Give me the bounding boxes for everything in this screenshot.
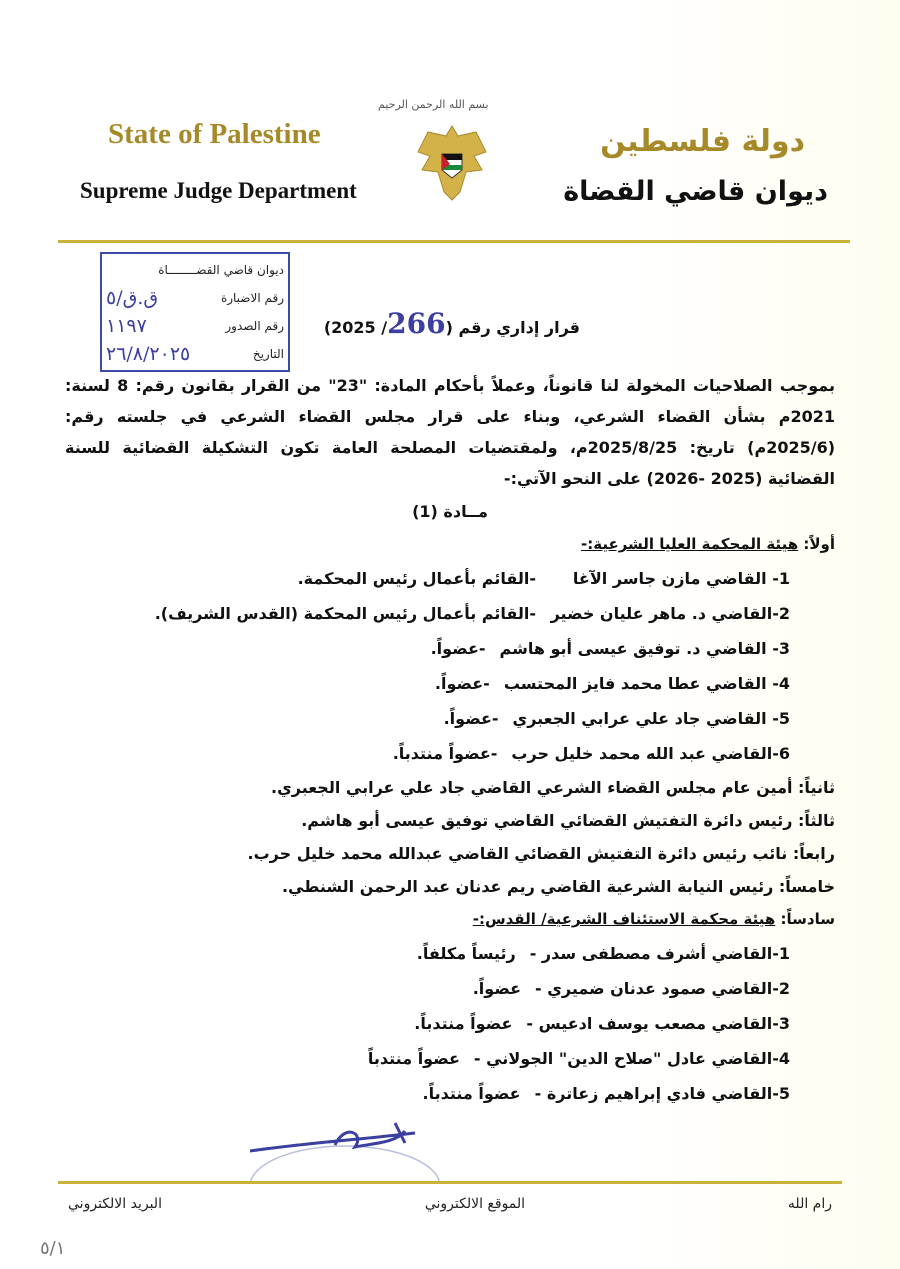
signature-and-seal <box>245 1111 485 1181</box>
judge-name: 2-القاضي صمود عدنان ضميري - <box>535 979 790 998</box>
section-title: هيئة محكمة الاستئناف الشرعية/ القدس:- <box>472 910 776 928</box>
list-item <box>65 936 790 971</box>
footer <box>65 1184 835 1224</box>
judge-role: رئيساً مكلفاً. <box>416 944 516 963</box>
judge-role: -عضواً. <box>430 639 486 658</box>
stamp-file-label: رقم الاضبارة <box>220 291 284 305</box>
footer-website: الموقع الالكتروني <box>424 1196 526 1212</box>
judge-name: 6-القاضي عبد الله محمد خليل حرب <box>511 744 790 763</box>
preamble: بموجب الصلاحيات المخولة لنا قانوناً، وعملاً بأحكام المادة: "23" من القرار بقانون رقم: 8 لسنة: 2021م بشأن القضاء الشرعي، وبناء على قرار مجلس القضاء الشرعي في جلسته رقم: (2025/6م) تاريخ: 2025/8/25م، ولمقتضيات المصلحة العامة تكون التشكيلة القضائية للسنة القضائية (2025 -2026) على النحو الآتي:- <box>65 376 836 488</box>
stamp-issue-label: رقم الصدور <box>225 319 284 333</box>
arabic-subtitle: ديوان قاضي القضاة <box>563 176 828 207</box>
judge-name: 1- القاضي مازن جاسر الآغا <box>572 569 790 588</box>
decision-number <box>65 300 580 348</box>
judge-name: 5- القاضي جاد علي عرابي الجعبري <box>512 709 790 728</box>
section-first-heading <box>65 528 835 561</box>
article-heading: مــادة (1) <box>412 502 488 521</box>
judge-name: 3-القاضي مصعب يوسف ادعيس - <box>526 1014 790 1033</box>
page-number: ٥/١ <box>40 1238 66 1259</box>
list-item <box>65 1076 790 1111</box>
judge-name: 4-القاضي عادل "صلاح الدين" الجولاني - <box>473 1049 790 1068</box>
section-sixth-heading <box>65 903 835 936</box>
judge-name: 1-القاضي أشرف مصطفى سدر - <box>529 944 790 963</box>
signature-area <box>65 1111 835 1181</box>
stamp-date-value: ٢٦/٨/٢٠٢٥ <box>106 343 191 365</box>
list-item <box>65 666 790 701</box>
document-body <box>40 300 836 1269</box>
arabic-title: دولة فلسطين <box>600 124 805 159</box>
list-item <box>65 736 790 771</box>
judge-role: -عضواً. <box>443 709 499 728</box>
basmala: بسم الله الرحمن الرحيم <box>378 98 489 111</box>
section-prefix: سادساً: <box>780 910 835 928</box>
section-fifth: خامساً: رئيس النيابة الشرعية القاضي ريم عدنان عبد الرحمن الشنطي. <box>281 877 835 896</box>
footer-email: البريد الالكتروني <box>68 1196 162 1212</box>
list-item <box>65 1006 790 1041</box>
stamp-file-value: ق.ق/٥ <box>106 287 159 309</box>
judge-role: -القائم بأعمال رئيس المحكمة (القدس الشريف). <box>154 604 536 623</box>
footer-city: رام الله <box>787 1196 832 1212</box>
section-title: هيئة المحكمة العليا الشرعية:- <box>581 535 799 553</box>
stamp-org-row <box>102 256 288 284</box>
english-subtitle: Supreme Judge Department <box>80 178 357 203</box>
judge-role: عضواً منتدباً <box>367 1049 460 1068</box>
header-divider <box>58 240 850 243</box>
decision-number-value: 266 <box>387 307 446 340</box>
judge-role: -القائم بأعمال رئيس المحكمة. <box>297 569 536 588</box>
section-third: ثالثاً: رئيس دائرة التفتيش القضائي القاضي توفيق عيسى أبو هاشم. <box>301 811 835 830</box>
judge-role: عضواً منتدباً. <box>414 1014 513 1033</box>
section-fourth: رابعاً: نائب رئيس دائرة التفتيش القضائي القاضي عبدالله محمد خليل حرب. <box>247 844 835 863</box>
judge-role: عضواً. <box>472 979 522 998</box>
list-item <box>65 971 790 1006</box>
section-prefix: أولاً: <box>803 535 835 553</box>
stamp-date-label: التاريخ <box>252 347 284 361</box>
decision-year: / 2025) <box>323 318 388 337</box>
list-item <box>65 1041 790 1076</box>
judge-role: -عضواً منتدباً. <box>392 744 498 763</box>
first-section-list <box>65 561 835 771</box>
judge-name: 5-القاضي فادي إبراهيم زعاترة - <box>534 1084 790 1103</box>
decision-label: قرار إداري رقم ( <box>445 318 580 337</box>
section-second: ثانياً: أمين عام مجلس القضاء الشرعي القاضي جاد علي عرابي الجعبري. <box>271 778 835 797</box>
sixth-section-list <box>65 936 835 1111</box>
english-title: State of Palestine <box>108 118 321 150</box>
palestine-eagle-emblem-icon <box>416 122 488 202</box>
list-item <box>65 596 790 631</box>
judge-name: 3- القاضي د. توفيق عيسى أبو هاشم <box>499 639 790 658</box>
list-item <box>65 631 790 666</box>
judge-name: 4- القاضي عطا محمد فايز المحتسب <box>503 674 790 693</box>
list-item <box>65 561 790 596</box>
judge-role: -عضواً. <box>434 674 490 693</box>
judge-role: عضواً منتدباً. <box>422 1084 521 1103</box>
stamp-issue-value: ١١٩٧ <box>106 315 147 337</box>
judge-name: 2-القاضي د. ماهر عليان خضير <box>550 604 790 623</box>
stamp-org: ديوان قاضي القضــــــــاة <box>158 263 284 277</box>
list-item <box>65 701 790 736</box>
